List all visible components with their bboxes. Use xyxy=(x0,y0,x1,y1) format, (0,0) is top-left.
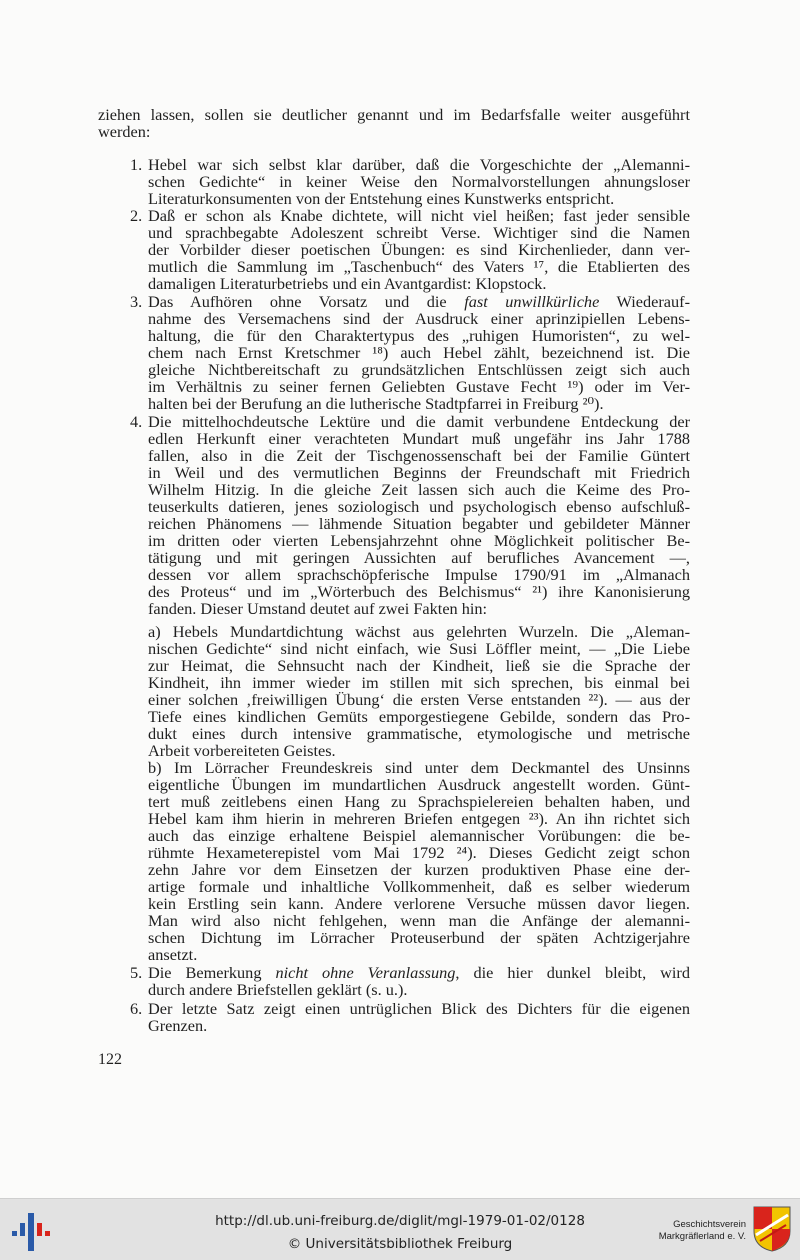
item-line: schen Gedichte“ in keiner Weise den Normalvorstellungen ahnungsloser xyxy=(148,172,690,191)
italic-phrase: nicht ohne Veranlassung xyxy=(275,963,456,982)
item-line: halten bei der Berufung an die lutherische Stadtpfarrei in Freiburg ²⁰). xyxy=(148,394,604,413)
text-line: ziehen lassen, sollen sie deutlicher genannt und im Bedarfsfalle weiter ausgeführt xyxy=(98,105,690,124)
italic-phrase: fast unwillkürliche xyxy=(464,292,600,311)
item-line: im dritten oder vierten Lebensjahrzehnt ohne Möglichkeit politischer Be- xyxy=(148,531,690,550)
item-number: 5. xyxy=(130,963,143,982)
item-line: Man wird also nicht fehlgehen, wenn man die Anfänge der alemanni- xyxy=(148,911,690,930)
item-number: 6. xyxy=(130,999,143,1018)
item-line: kein Erstling sein kann. Andere verlorene Versuche müssen davor liegen. xyxy=(148,894,690,913)
item-line: a) Hebels Mundartdichtung wächst aus gelehrten Wurzeln. Die „Aleman- xyxy=(148,622,690,641)
org-name xyxy=(614,1219,746,1243)
item-line: Tiefe eines kindlichen Gemüts emporgestiegene Gebilde, sondern das Pro- xyxy=(148,707,690,726)
item-line: Der letzte Satz zeigt einen untrüglichen Blick des Dichters für die eigenen xyxy=(148,999,690,1018)
item-line: in Weil und des vermutlichen Beginns der Freundschaft mit Friedrich xyxy=(148,463,690,482)
item-line: damaligen Literaturbetriebs und ein Avantgardist: Klopstock. xyxy=(148,274,547,293)
item-number: 2. xyxy=(130,206,143,225)
source-url-link[interactable]: http://dl.ub.uni-freiburg.de/diglit/mgl-1979-01-02/0128 xyxy=(215,1213,585,1229)
item-number: 1. xyxy=(130,155,143,174)
item-line: durch andere Briefstellen geklärt (s. u.). xyxy=(148,980,408,999)
item-line: Hebel war sich selbst klar darüber, daß die Vorgeschichte der „Alemanni- xyxy=(148,155,690,174)
item-line: rühmte Hexameterepistel vom Mai 1792 ²⁴). Dieses Gedicht zeigt schon xyxy=(148,843,690,862)
item-line: im Verhältnis zu seiner fernen Geliebten Gustave Fecht ¹⁹) oder im Ver- xyxy=(148,377,690,396)
item-number: 4. xyxy=(130,412,143,431)
item-line: dessen vor allem sprachschöpferische Impulse 1790/91 im „Almanach xyxy=(148,565,690,584)
item-line: und sprachbegabte Adoleszent schreibt Verse. Wichtiger sind die Namen xyxy=(148,223,690,242)
item-line: artige formale und inhaltliche Vollkommenheit, daß es selber wiederum xyxy=(148,877,690,896)
item-line: Literaturkonsumenten von der Entstehung eines Kunstwerks entspricht. xyxy=(148,189,615,208)
item-line: nischen Gedichte“ sind nicht einfach, wie Susi Löffler meint, — „Die Liebe xyxy=(148,639,690,658)
item-line: edlen Herkunft einer verachteten Mundart muß ungefähr ins Jahr 1788 xyxy=(148,429,690,448)
item-line: des Proteus“ und im „Wörterbuch des Belchismus“ ²¹) ihre Kanonisierung xyxy=(148,582,690,601)
item-line: zehn Jahre vor dem Einsetzen der kurzen produktiven Phase eine der- xyxy=(148,860,690,879)
item-line: Wilhelm Hitzig. In die gleiche Zeit lassen sich auch die Keime des Pro- xyxy=(148,480,690,499)
item-line: gleiche Nichtbereitschaft zu grundsätzlichen Entschlüssen zeigt sich auch xyxy=(148,360,690,379)
item-line: ansetzt. xyxy=(148,945,198,964)
item-line: Arbeit vorbereiteten Geistes. xyxy=(148,741,336,760)
coat-of-arms-icon xyxy=(752,1205,792,1253)
item-line: reichen Phänomens — lähmende Situation begabter und gebildeter Männer xyxy=(148,514,690,533)
item-line: Daß er schon als Knabe dichtete, will nicht viel heißen; fast jeder sensible xyxy=(148,206,690,225)
item-line: mutlich die Sammlung im „Taschenbuch“ des Vaters ¹⁷, die Etablierten des xyxy=(148,257,690,276)
item-line: zur Heimat, die Sehnsucht nach der Kindheit, ließ sie die Sprache der xyxy=(148,656,690,675)
item-line: Das Aufhören ohne Vorsatz und die fast unwillkürliche Wiederauf- xyxy=(148,292,690,311)
org-name-line2: Markgräflerland e. V. xyxy=(658,1231,746,1242)
org-name-line1: Geschichtsverein xyxy=(673,1219,746,1230)
item-line: Die Bemerkung nicht ohne Veranlassung, die hier dunkel bleibt, wird xyxy=(148,963,690,982)
item-line: Grenzen. xyxy=(148,1016,208,1035)
item-line: auch das einzige erhaltene Beispiel alemannischer Vorübungen: die be- xyxy=(148,826,690,845)
item-line: chem nach Ernst Kretschmer ¹⁸) auch Hebel zählt, bezeichnend ist. Die xyxy=(148,343,690,362)
copyright-notice: © Universitätsbibliothek Freiburg xyxy=(287,1236,513,1252)
item-line: tätigung und mit geringen Aussichten auf berufliches Avancement —, xyxy=(148,548,690,567)
item-line: haltung, die für den Charaktertypus des „ruhigen Humoristen“, zu wel- xyxy=(148,326,690,345)
library-logo-icon xyxy=(12,1211,50,1253)
item-line: Hebel kam ihm hierin in mehreren Briefen entgegen ²³). An ihn richtet sich xyxy=(148,809,690,828)
item-line: fallen, also in die Zeit der Tischgenossenschaft bei der Familie Güntert xyxy=(148,446,690,465)
item-line: fanden. Dieser Umstand deutet auf zwei Fakten hin: xyxy=(148,599,488,618)
item-line: Die mittelhochdeutsche Lektüre und die damit verbundene Entdeckung der xyxy=(148,412,690,431)
item-line: schen Dichtung im Lörracher Proteuserbund der späten Achtzigerjahre xyxy=(148,928,690,947)
item-number: 3. xyxy=(130,292,143,311)
item-line: b) Im Lörracher Freundeskreis sind unter dem Deckmantel des Unsinns xyxy=(148,758,690,777)
page-number: 122 xyxy=(98,1051,122,1068)
item-line: eigentliche Übungen im mundartlichen Ausdruck angestellt worden. Günt- xyxy=(148,775,690,794)
item-line: dukt eines durch intensive grammatische, etymologische und metrische xyxy=(148,724,690,743)
item-line: Kindheit, ihn immer wieder im stillen mit sich sprechen, bis einmal bei xyxy=(148,673,690,692)
item-line: teuserkults datieren, jenes soziologisch und psychologisch ebenso aufschluß- xyxy=(148,497,690,516)
item-line: der Vorbilder dieser poetischen Übungen: es sind Kirchenlieder, dann ver- xyxy=(148,240,690,259)
footer-bar xyxy=(0,1198,800,1260)
text-line: werden: xyxy=(98,122,151,141)
item-line: einer solchen ‚freiwilligen Übung‘ die ersten Verse entstanden ²²). — aus der xyxy=(148,690,690,709)
item-line: nahme des Versemachens sind der Ausdruck einer aprinzipiellen Lebens- xyxy=(148,309,690,328)
item-line: tert muß zeitlebens einen Hang zu Sprachspielereien behalten haben, und xyxy=(148,792,690,811)
